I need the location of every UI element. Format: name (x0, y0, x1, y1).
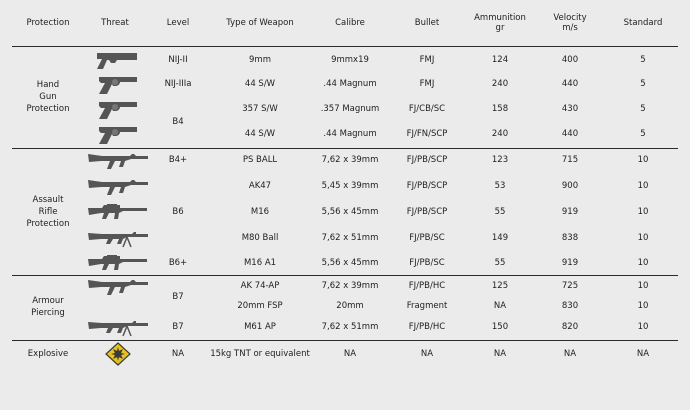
header-calibre: Calibre (335, 18, 365, 28)
type-cell: 44 S/W (244, 79, 276, 89)
level-cell: NA (171, 349, 185, 359)
group-label: Armour Piercing (31, 296, 65, 318)
velocity-cell: 919 (561, 207, 579, 217)
calibre-cell: 5,56 x 45mm (321, 207, 379, 217)
group-divider (12, 275, 678, 276)
ammunition-cell: 123 (491, 155, 509, 165)
type-cell: M16 (250, 207, 270, 217)
bullet-cell: FJ/PB/HC (408, 281, 446, 291)
standard-cell: 5 (640, 55, 646, 65)
header-threat: Threat (101, 18, 129, 28)
bullet-cell: NA (420, 349, 434, 359)
level-cell: B4 (172, 117, 184, 127)
type-cell: 20mm FSP (237, 301, 283, 311)
revolver-icon (96, 98, 140, 120)
velocity-cell: NA (563, 349, 577, 359)
header-velocity: Velocity m/s (553, 13, 587, 33)
assault-rifle-icon (87, 177, 149, 195)
assault-rifle-icon (87, 151, 149, 169)
calibre-cell: NA (343, 349, 357, 359)
ammunition-cell: 240 (491, 129, 509, 139)
velocity-cell: 440 (561, 129, 579, 139)
calibre-cell: 9mmx19 (331, 55, 369, 65)
standard-cell: 10 (637, 258, 649, 268)
m16-rifle-icon (87, 203, 149, 221)
group-divider (12, 340, 678, 341)
bullet-cell: FJ/PB/SC (409, 258, 445, 268)
header-bullet: Bullet (414, 18, 440, 28)
velocity-cell: 830 (561, 301, 579, 311)
ammunition-cell: 53 (494, 181, 506, 191)
calibre-cell: .44 Magnum (323, 79, 377, 89)
table-header (0, 0, 690, 46)
velocity-cell: 440 (561, 79, 579, 89)
assault-rifle-icon (87, 277, 149, 295)
calibre-cell: 5,56 x 45mm (321, 258, 379, 268)
type-cell: 9mm (249, 55, 271, 65)
calibre-cell: 7,62 x 39mm (321, 281, 379, 291)
bullet-cell: FMJ (419, 79, 435, 89)
ammunition-cell: 125 (491, 281, 509, 291)
group-divider (12, 148, 678, 149)
bullet-cell: FJ/FN/SCP (406, 129, 448, 139)
bullet-cell: FJ/CB/SC (408, 104, 446, 114)
standard-cell: 5 (640, 129, 646, 139)
ammunition-cell: 124 (491, 55, 509, 65)
calibre-cell: 7,62 x 39mm (321, 155, 379, 165)
calibre-cell: .357 Magnum (320, 104, 380, 114)
revolver-icon (96, 123, 140, 145)
header-standard: Standard (623, 18, 663, 28)
standard-cell: 10 (637, 155, 649, 165)
velocity-cell: 725 (561, 281, 579, 291)
velocity-cell: 820 (561, 322, 579, 332)
ammunition-cell: 158 (491, 104, 509, 114)
level-cell: NIJ-IIIa (164, 79, 192, 89)
velocity-cell: 400 (561, 55, 579, 65)
standard-cell: 5 (640, 79, 646, 89)
calibre-cell: 7,62 x 51mm (321, 322, 379, 332)
type-cell: 357 S/W (242, 104, 278, 114)
standard-cell: 10 (637, 181, 649, 191)
level-cell: B6 (172, 207, 184, 217)
calibre-cell: 7,62 x 51mm (321, 233, 379, 243)
ammunition-cell: 55 (494, 207, 506, 217)
machine-gun-icon (87, 228, 149, 248)
bullet-cell: Fragment (406, 301, 448, 311)
level-cell: B4+ (168, 155, 188, 165)
calibre-cell: .44 Magnum (323, 129, 377, 139)
calibre-cell: 20mm (336, 301, 364, 311)
ammunition-cell: NA (493, 301, 507, 311)
ammunition-cell: 240 (491, 79, 509, 89)
machine-gun-icon (87, 317, 149, 337)
header-level: Level (166, 18, 190, 28)
group-label: Explosive (27, 349, 69, 359)
velocity-cell: 900 (561, 181, 579, 191)
standard-cell: 10 (637, 301, 649, 311)
standard-cell: 10 (637, 207, 649, 217)
bullet-cell: FJ/PB/SCP (406, 181, 448, 191)
header-protection: Protection (26, 18, 70, 28)
type-cell: AK47 (248, 181, 272, 191)
level-cell: B6+ (168, 258, 188, 268)
velocity-cell: 838 (561, 233, 579, 243)
calibre-cell: 5,45 x 39mm (321, 181, 379, 191)
standard-cell: 5 (640, 104, 646, 114)
m16-rifle-icon (87, 254, 149, 272)
standard-cell: 10 (637, 322, 649, 332)
level-cell: NIJ-II (168, 55, 188, 65)
standard-cell: 10 (637, 281, 649, 291)
bullet-cell: FJ/PB/HC (408, 322, 446, 332)
bullet-cell: FMJ (419, 55, 435, 65)
group-label: Assault Rifle Protection (26, 195, 70, 229)
standard-cell: NA (636, 349, 650, 359)
ammunition-cell: NA (493, 349, 507, 359)
type-cell: M61 AP (244, 322, 276, 332)
header-ammunition: Ammunition gr (474, 13, 526, 33)
bullet-cell: FJ/PB/SCP (406, 155, 448, 165)
ammunition-cell: 150 (491, 322, 509, 332)
standard-cell: 10 (637, 233, 649, 243)
velocity-cell: 430 (561, 104, 579, 114)
revolver-icon (96, 73, 140, 95)
header-divider (12, 46, 678, 47)
type-cell: M16 A1 (243, 258, 277, 268)
explosive-warning-icon (105, 342, 131, 366)
ammunition-cell: 149 (491, 233, 509, 243)
group-label: Hand Gun Protection (26, 80, 70, 114)
type-cell: 15kg TNT or equivalent (210, 349, 310, 359)
bullet-cell: FJ/PB/SC (409, 233, 445, 243)
velocity-cell: 715 (561, 155, 579, 165)
pistol-icon (95, 50, 141, 70)
type-cell: AK 74-AP (240, 281, 280, 291)
header-type-of-weapon: Type of Weapon (226, 18, 294, 28)
type-cell: M80 Ball (241, 233, 279, 243)
ammunition-cell: 55 (494, 258, 506, 268)
level-cell: B7 (172, 292, 184, 302)
bullet-cell: FJ/PB/SCP (406, 207, 448, 217)
type-cell: PS BALL (242, 155, 278, 165)
velocity-cell: 919 (561, 258, 579, 268)
type-cell: 44 S/W (244, 129, 276, 139)
level-cell: B7 (172, 322, 184, 332)
